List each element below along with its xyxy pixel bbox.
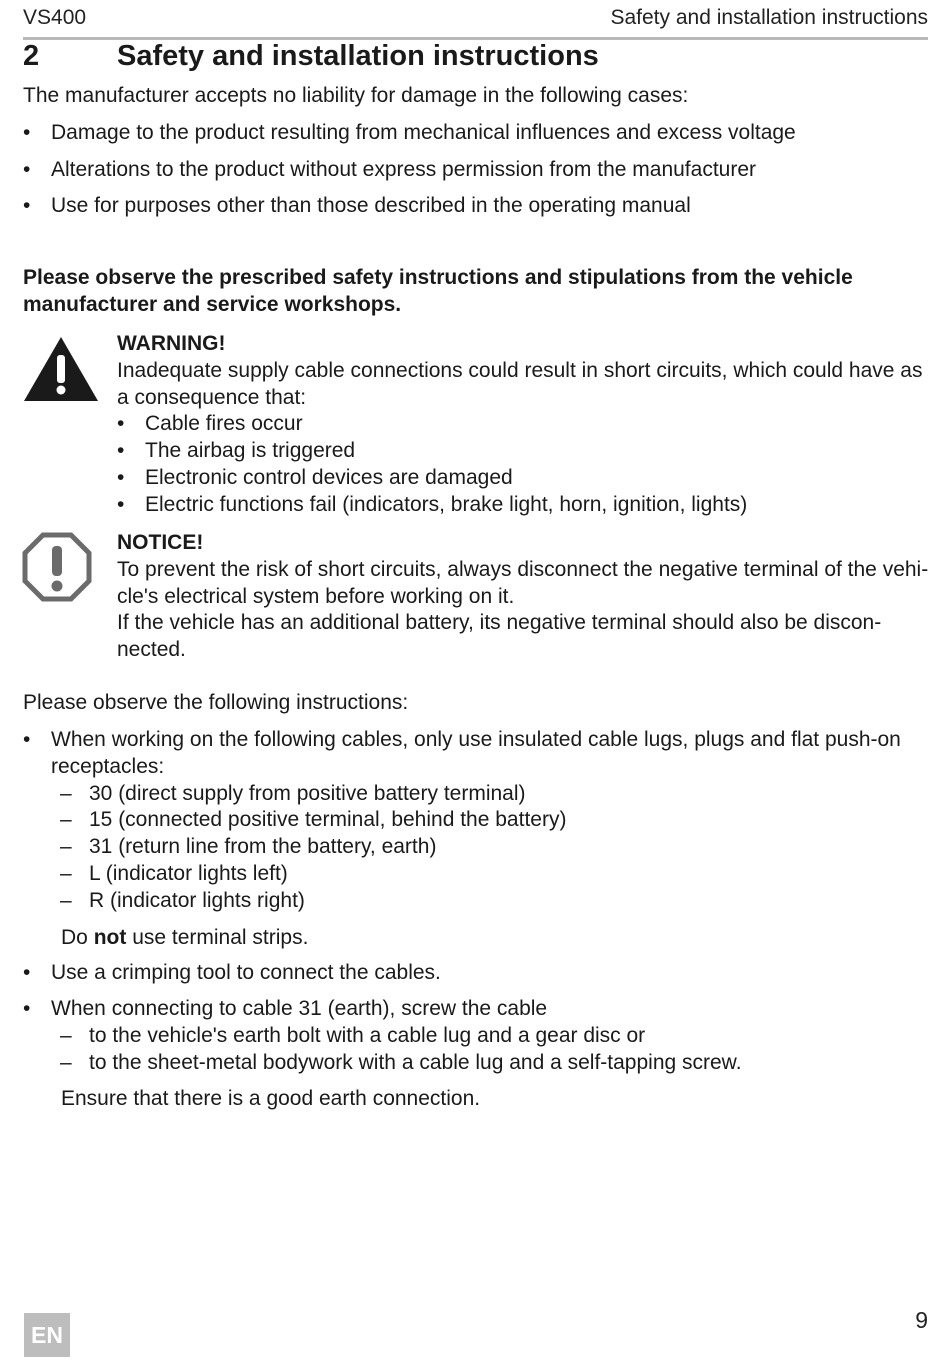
bullet-icon: • <box>117 492 125 516</box>
terminal-strip-note: Do not use terminal strips. <box>61 925 309 949</box>
instruction-item-crimping <box>23 960 923 987</box>
list-item: • Use for purposes other than those described in the operating manual <box>23 193 923 230</box>
bullet-icon: • <box>23 728 31 751</box>
list-item: • When working on the following cables, only use insulated cable lugs, plugs and flat push-on receptacles: – 30 (direct supply from positive battery terminal) – 15 (connected positive terminal, behind the battery) – 31 (return line from the battery, earth) – L (indicator lights left) – R (indicator lights right) Do not use terminal strips. <box>23 727 923 951</box>
sub-item: – to the sheet-metal bodywork with a cable lug and a self-tapping screw. <box>60 1050 742 1074</box>
list-item: • Cable fires occur <box>117 411 929 438</box>
notice-title: NOTICE! <box>117 531 204 554</box>
bullet-icon: • <box>117 412 125 436</box>
warning-title: WARNING! <box>117 332 226 355</box>
bullet-icon: • <box>23 121 31 144</box>
sub-item: – L (indicator lights left) <box>60 861 288 885</box>
list-item: • When connecting to cable 31 (earth), screw the cable – to the vehicle's earth bolt with a cable lug and a gear disc or – to the sheet-metal bodywork with a cable lug and a self-tapping screw. Ensure that there is a good earth connection. <box>23 996 923 1113</box>
observe-note: Please observe the prescribed safety instructions and stipulations from the vehicle manufacturer and service workshops. <box>23 266 853 316</box>
notice-block <box>117 530 929 664</box>
list-item: • Alterations to the product without express permission from the manufacturer <box>23 157 923 194</box>
bullet-icon: • <box>23 961 31 984</box>
bullet-icon: • <box>23 997 31 1020</box>
instruction-item-earth <box>23 996 923 1113</box>
liability-list <box>23 120 923 230</box>
bullet-icon: • <box>23 157 31 181</box>
list-item: • Electronic control devices are damaged <box>117 465 929 492</box>
liability-lead: The manufacturer accepts no liability for damage in the following cases: <box>23 84 689 107</box>
instruction-item-insulated <box>23 727 923 951</box>
warning-text: Inadequate supply cable connections could result in short circuits, which could have as <box>117 358 923 382</box>
header-section: Safety and installation instructions <box>610 6 928 29</box>
list-item: • The airbag is triggered <box>117 438 929 465</box>
notice-text: cle's electrical system before working on it. <box>117 584 515 608</box>
sub-item: – R (indicator lights right) <box>60 888 305 912</box>
notice-text: If the vehicle has an additional battery, its negative terminal should also be discon- <box>117 611 882 635</box>
bullet-icon: • <box>117 465 125 489</box>
chapter-number: 2 <box>23 40 40 72</box>
instructions-lead: Please observe the following instructions: <box>23 691 409 714</box>
sub-item: – 15 (connected positive terminal, behind the battery) <box>60 808 567 832</box>
warning-triangle-icon <box>22 335 100 403</box>
language-badge: EN <box>24 1313 70 1357</box>
list-item: • Electric functions fail (indicators, brake light, horn, ignition, lights) <box>117 492 929 519</box>
list-item: • Damage to the product resulting from mechanical influences and excess voltage <box>23 120 923 157</box>
sub-item: – to the vehicle's earth bolt with a cable lug and a gear disc or <box>60 1023 646 1047</box>
chapter-title: Safety and installation instructions <box>117 40 599 72</box>
notice-text: nected. <box>117 638 186 662</box>
notice-text: To prevent the risk of short circuits, always disconnect the negative terminal of the vehi- <box>117 557 929 581</box>
warning-text: a consequence that: <box>117 385 307 409</box>
page-number: 9 <box>915 1307 928 1333</box>
list-item: • Use a crimping tool to connect the cables. <box>23 960 923 987</box>
notice-octagon-icon <box>22 532 92 602</box>
earth-connection-note: Ensure that there is a good earth connection. <box>61 1087 481 1111</box>
sub-item: – 30 (direct supply from positive battery terminal) <box>60 781 526 805</box>
warning-block <box>117 331 929 519</box>
sub-item: – 31 (return line from the battery, earth) <box>60 835 437 859</box>
bullet-icon: • <box>117 439 125 463</box>
header-product: VS400 <box>23 6 87 29</box>
bullet-icon: • <box>23 194 31 217</box>
